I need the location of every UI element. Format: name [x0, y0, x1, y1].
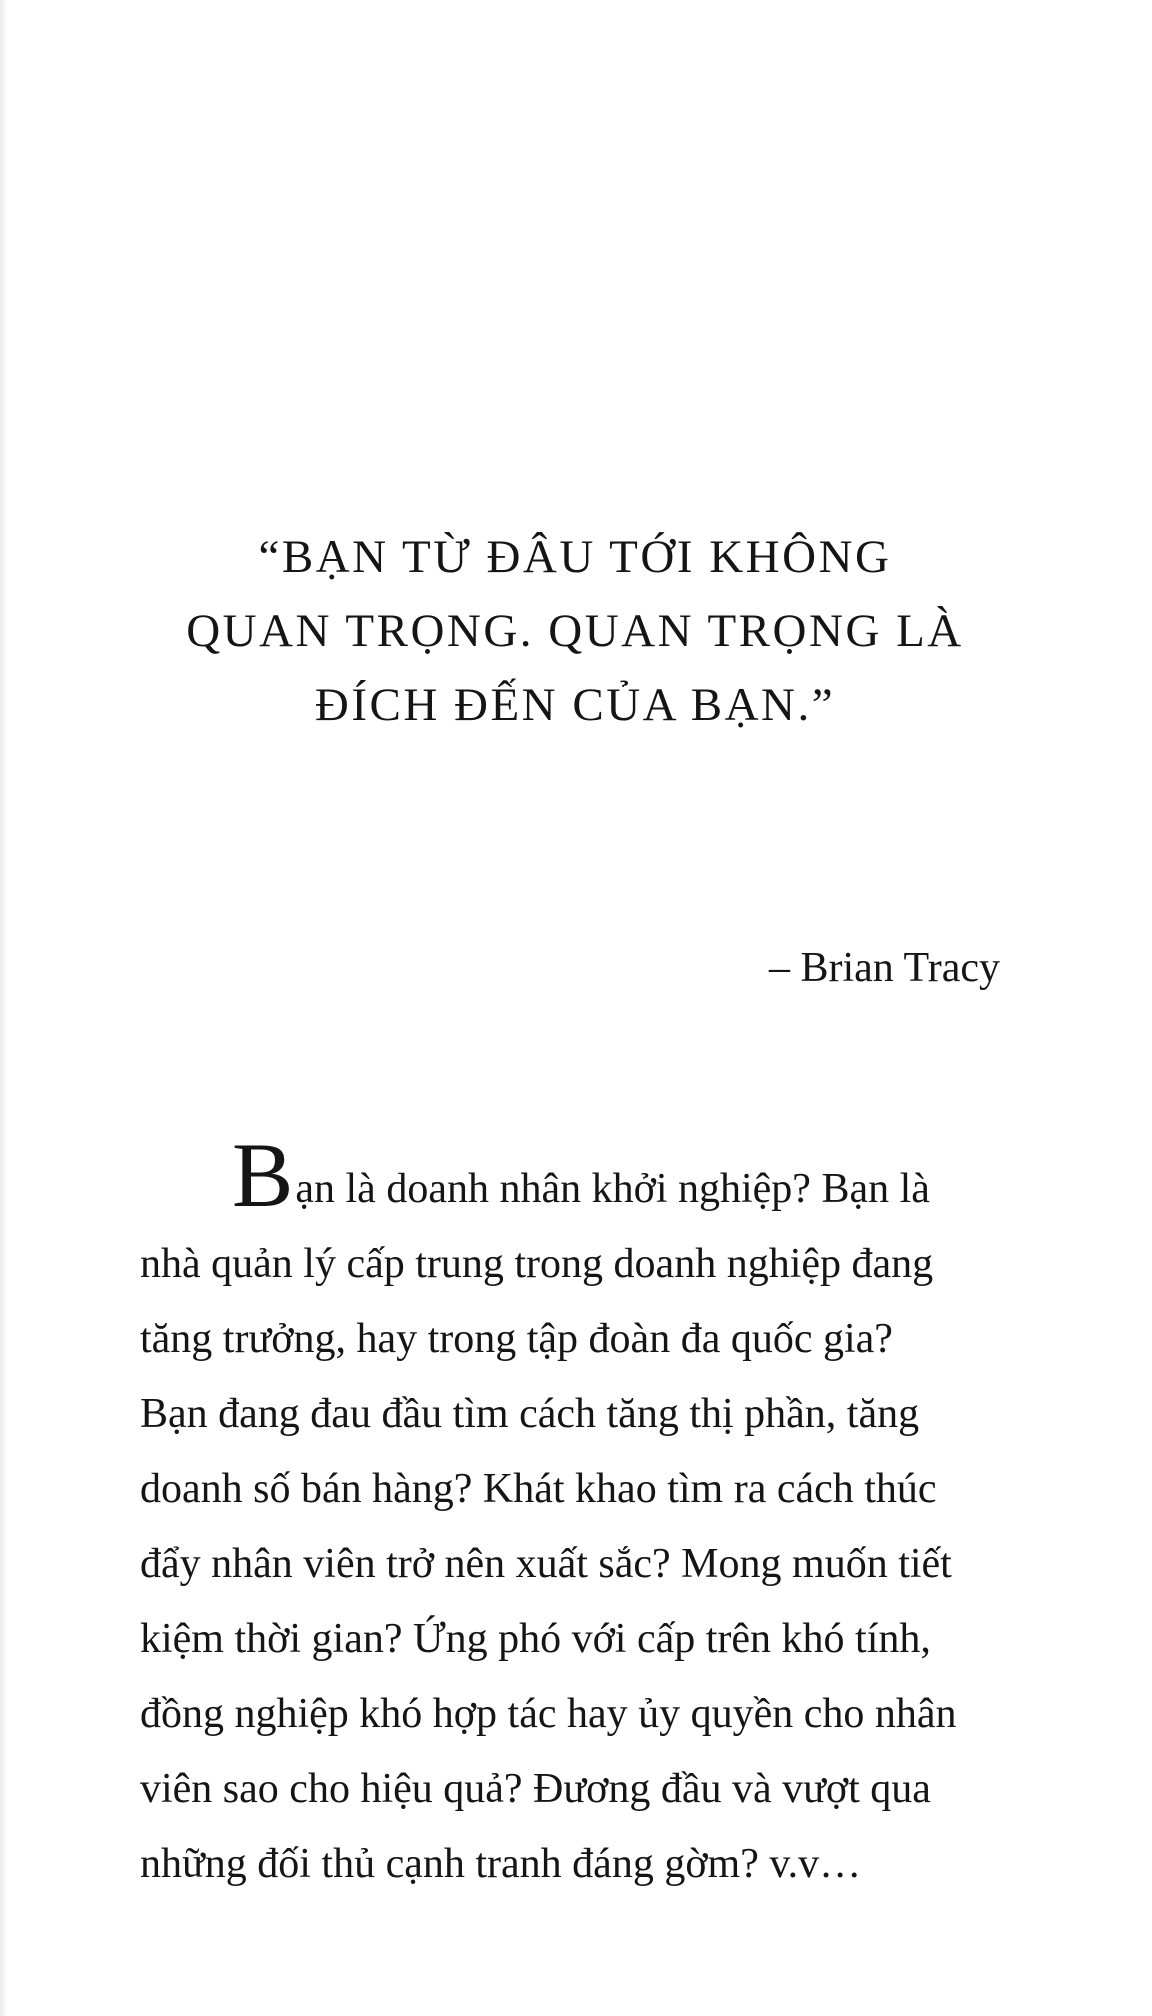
paragraph-line: đẩy nhân viên trở nên xuất sắc? Mong muốn tiết	[140, 1541, 952, 1587]
paragraph-line: kiệm thời gian? Ứng phó với cấp trên khó tính,	[140, 1616, 931, 1662]
paragraph-line: đồng nghiệp khó hợp tác hay ủy quyền cho nhân	[140, 1691, 957, 1737]
first-line-text: ạn là doanh nhân khởi nghiệp? Bạn là	[295, 1166, 930, 1212]
paragraph-line: những đối thủ cạnh tranh đáng gờm? v.v…	[140, 1841, 862, 1887]
epigraph-quote	[170, 520, 980, 742]
paragraph-line: doanh số bán hàng? Khát khao tìm ra cách thúc	[140, 1466, 937, 1512]
paragraph-line: nhà quản lý cấp trung trong doanh nghiệp đang	[140, 1241, 934, 1287]
quote-attribution: – Brian Tracy	[769, 945, 1000, 991]
epigraph-line: QUAN TRỌNG. QUAN TRỌNG LÀ	[186, 605, 964, 657]
paragraph-line: Bạn đang đau đầu tìm cách tăng thị phần, tăng	[140, 1391, 920, 1437]
page-edge-shadow	[0, 0, 8, 2016]
paragraph-line: tăng trưởng, hay trong tập đoàn đa quốc gia?	[140, 1316, 893, 1362]
paragraph-first-line	[140, 1124, 1040, 1227]
epigraph-line: ĐÍCH ĐẾN CỦA BẠN.”	[314, 679, 836, 731]
body-paragraph	[140, 1124, 1040, 1902]
epigraph-line: “BẠN TỪ ĐÂU TỚI KHÔNG	[258, 531, 892, 583]
drop-cap: B	[232, 1124, 294, 1226]
paragraph-line: viên sao cho hiệu quả? Đương đầu và vượt qua	[140, 1766, 931, 1812]
